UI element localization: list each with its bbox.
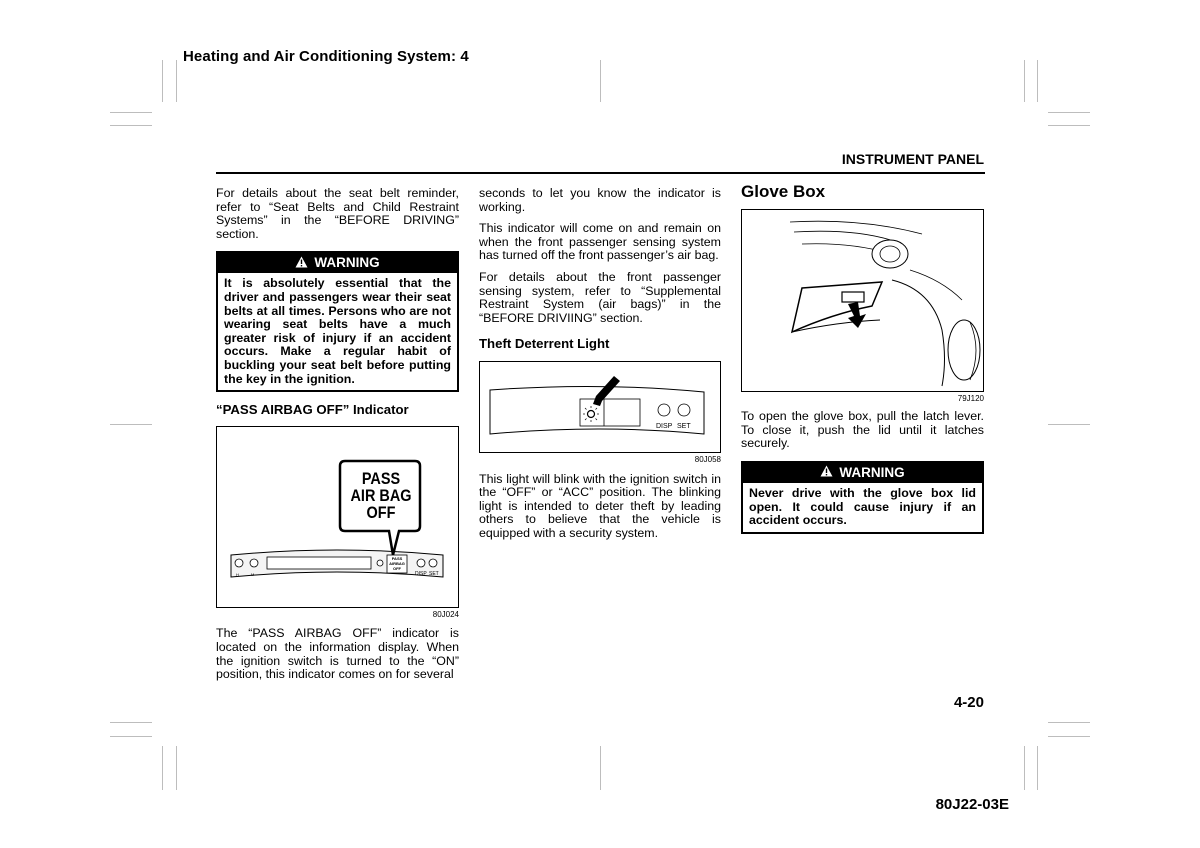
glove-box-illustration [742,210,983,391]
glove-box-figure [741,209,984,392]
crop-mark [1024,60,1025,102]
crop-mark [110,424,152,425]
small-label-line1: PASS [391,555,403,561]
warning-box [216,251,459,392]
crop-mark [176,746,177,790]
crop-mark [162,746,163,790]
pass-airbag-figure [216,426,459,608]
warning-label: WARNING [314,255,380,271]
figure-code: 79J120 [957,393,984,403]
crop-mark [1048,125,1090,126]
outro-paragraph: The “PASS AIRBAG OFF” indicator is located on the information display. When the ignition switch is turned to the “ON” position, this indicator comes on for several [216,626,459,682]
crop-mark [162,60,163,102]
crop-mark [1048,424,1090,425]
column-1 [216,187,459,690]
paragraph-3: For details about the front passenger sensing system, refer to “Supplemental Restraint System (air bags)” in the “BEFORE DRIVIING” section. [479,269,721,325]
warning-label: WARNING [839,464,905,480]
section-title: INSTRUMENT PANEL [841,151,984,167]
theft-light-illustration [480,362,720,452]
paragraph-1: seconds to let you know the indicator is working. [479,186,721,214]
column-3 [741,182,984,534]
page-number: 4-20 [953,694,984,711]
button-disp-label: DISP [415,570,427,577]
theft-figure [479,361,721,453]
button-set-label: SET [429,570,439,577]
warning-box [741,461,984,534]
crop-mark [1048,722,1090,723]
crop-mark [1037,60,1038,102]
warning-text: Never drive with the glove box lid open. It could cause injury if an accident occurs. [749,485,976,528]
button-m-label: M [251,571,255,577]
crop-mark [1048,112,1090,113]
button-h-label: H [236,571,239,577]
warning-triangle-icon [820,463,833,483]
document-code: 80J22-03E [935,796,1009,813]
pass-airbag-heading: “PASS AIRBAG OFF” Indicator [216,402,409,418]
paragraph-4: This light will blink with the ignition switch in the “OFF” or “ACC” position. The blinking light is intended to deter theft by leading others to believe that the vehicle is equipped with a security system. [479,471,721,540]
callout-text [347,470,415,521]
crop-mark [110,722,152,723]
warning-text: It is absolutely essential that the driver and passengers wear their seat belts at all times. Persons who are not wearing seat belts have a much greater risk of injury if an accident occurs. Make a regular habit of buckling your seat belt before putting the key in the ignition. [224,276,451,386]
callout-line2: AIR BAG [350,485,412,505]
small-label-line3: OFF [393,565,401,571]
indicator-small-label [387,556,407,571]
chapter-title: Heating and Air Conditioning System: 4 [183,48,469,65]
paragraph-2: This indicator will come on and remain on when the front passenger sensing system has turned off the front passenger’s air bag. [479,221,721,263]
crop-mark [1048,736,1090,737]
crop-mark [1024,746,1025,790]
figure-code: 80J058 [694,454,721,464]
callout-line3: OFF [366,502,396,522]
section-rule [216,172,985,174]
crop-mark [1037,746,1038,790]
crop-mark [176,60,177,102]
warning-header [743,463,982,483]
crop-mark [600,746,601,790]
warning-triangle-icon [295,254,308,274]
crop-mark [110,736,152,737]
button-set-label: SET [677,422,691,430]
crop-mark [600,60,601,102]
theft-heading: Theft Deterrent Light [479,336,610,352]
glove-box-heading: Glove Box [741,182,826,201]
button-disp-label: DISP [656,422,673,430]
small-label-line2: AIRBAG [389,560,405,566]
column-2 [479,187,721,549]
intro-paragraph: For details about the seat belt reminder, refer to “Seat Belts and Child Restraint Systems” in the “BEFORE DRIVING” section. [216,186,459,241]
warning-header [218,253,457,273]
glove-paragraph: To open the glove box, pull the latch lever. To close it, push the lid until it latches securely. [741,409,984,451]
callout-line1: PASS [361,468,401,488]
crop-mark [110,125,152,126]
crop-mark [110,112,152,113]
figure-code: 80J024 [432,609,459,619]
